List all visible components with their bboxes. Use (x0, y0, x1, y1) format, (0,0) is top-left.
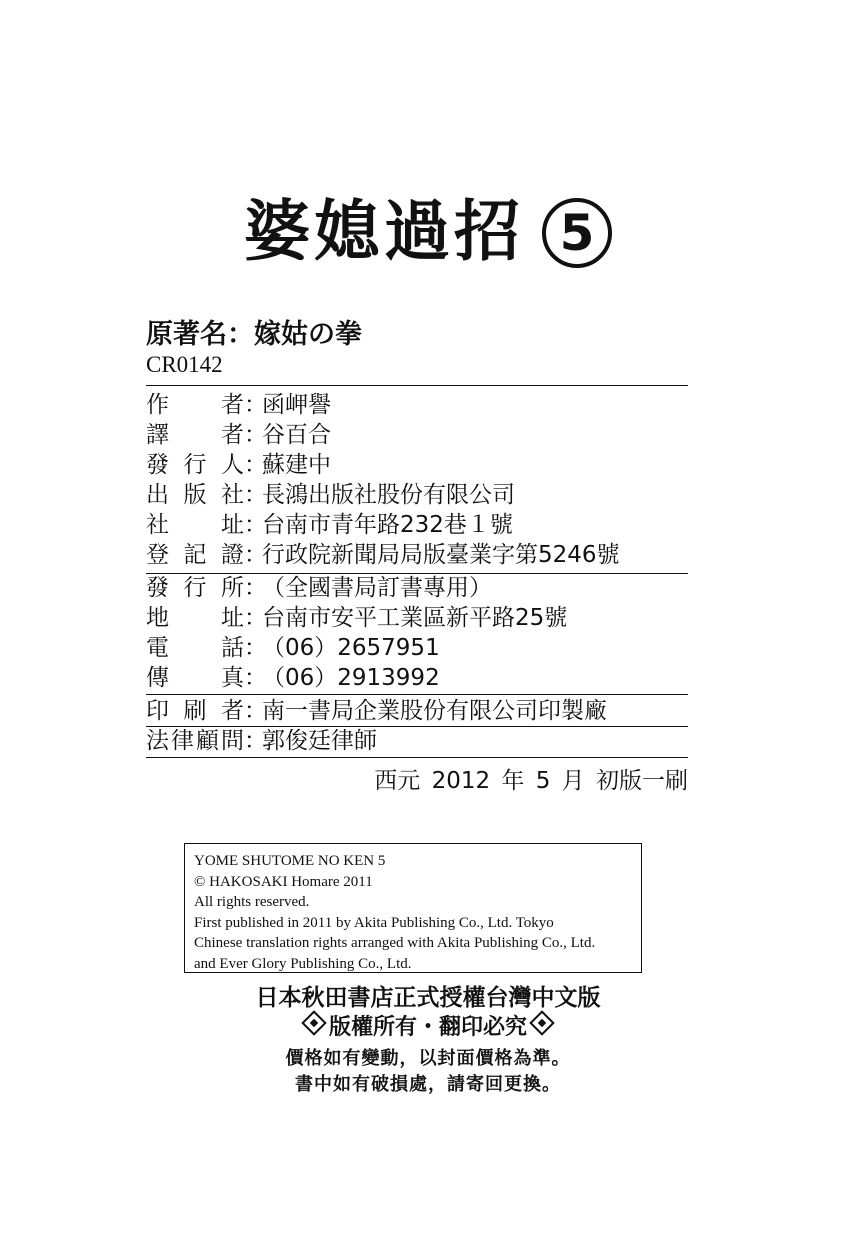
distribution-row (146, 663, 706, 693)
credit-value: 蘇建中 (262, 452, 331, 478)
credit-row (146, 450, 706, 480)
credit-row (146, 510, 706, 540)
distribution-colon: ： (244, 665, 267, 691)
catalog-code: CR0142 (146, 352, 223, 377)
credit-colon: ： (244, 422, 267, 448)
authorization-notice: 日本秋田書店正式授權台灣中文版 (255, 985, 601, 1011)
distribution-value: （全國書局訂書專用） (262, 575, 492, 601)
printer-label: 印刷者 (146, 698, 244, 724)
damage-note: 書中如有破損處，請寄回更換。 (295, 1074, 561, 1095)
credit-colon: ： (244, 482, 267, 508)
credit-row (146, 540, 706, 570)
credit-label: 出版社 (146, 482, 244, 508)
printer-value: 南一書局企業股份有限公司印製廠 (262, 698, 607, 724)
distribution-label: 傳真 (146, 665, 244, 691)
credit-label: 發行人 (146, 452, 244, 478)
copyright-line: Chinese translation rights arranged with Akita Publishing Co., Ltd. (194, 935, 596, 951)
credit-row (146, 480, 706, 510)
credit-label: 譯者 (146, 422, 244, 448)
distribution-colon: ： (244, 605, 267, 631)
legal-label: 法律顧問 (146, 728, 244, 754)
price-note: 價格如有變動，以封面價格為準。 (285, 1048, 571, 1069)
distribution-colon: ： (244, 635, 267, 661)
rights-notice-text: 版權所有・翻印必究 (328, 1015, 527, 1040)
divider (146, 694, 688, 695)
credit-row (146, 420, 706, 450)
credit-row (146, 390, 706, 420)
legal-value: 郭俊廷律師 (262, 728, 377, 754)
copyright-box (184, 843, 642, 973)
credit-value: 台南市青年路232巷１號 (262, 512, 513, 538)
copyright-line: YOME SHUTOME NO KEN 5 (194, 853, 386, 869)
rights-notice (0, 1013, 856, 1043)
book-title (0, 192, 856, 272)
distribution-row (146, 633, 706, 663)
edition-date: 西元 2012 年 5 月 初版一刷 (374, 768, 688, 794)
copyright-line: First published in 2011 by Akita Publishing Co., Ltd. Tokyo (194, 914, 554, 931)
distribution-label: 地址 (146, 605, 244, 631)
credit-value: 長鴻出版社股份有限公司 (262, 482, 515, 508)
copyright-line: and Ever Glory Publishing Co., Ltd. (194, 955, 412, 972)
original-title (146, 312, 362, 351)
original-title-label: 原著名： (146, 319, 254, 350)
legal-row (146, 726, 706, 756)
copyright-line: © HAKOSAKI Homare 2011 (194, 873, 373, 890)
legal-colon: ： (244, 728, 267, 754)
credit-label: 作者 (146, 392, 244, 418)
distribution-row (146, 573, 706, 603)
distribution-label: 發行所 (146, 575, 244, 601)
book-title-text: 婆媳過招 (244, 193, 524, 270)
credit-colon: ： (244, 452, 267, 478)
divider (146, 385, 688, 386)
copyright-line: All rights reserved. (194, 894, 310, 910)
credit-colon: ： (244, 392, 267, 418)
printer-row (146, 696, 706, 726)
credit-value: 谷百合 (262, 422, 331, 448)
diamond-icon (529, 1010, 554, 1035)
credit-colon: ： (244, 542, 267, 568)
distribution-colon: ： (244, 575, 267, 601)
distribution-value: 台南市安平工業區新平路25號 (262, 605, 568, 631)
printer-colon: ： (244, 698, 267, 724)
distribution-value: （06）2913992 (262, 665, 440, 691)
credit-value: 行政院新聞局局版臺業字第5246號 (262, 542, 620, 568)
credit-label: 社址 (146, 512, 244, 538)
volume-number-circle: 5 (542, 198, 612, 268)
original-title-value: 嫁姑の拳 (254, 319, 362, 350)
distribution-value: （06）2657951 (262, 635, 440, 661)
divider (146, 757, 688, 758)
distribution-label: 電話 (146, 635, 244, 661)
diamond-icon (301, 1010, 326, 1035)
distribution-row (146, 603, 706, 633)
credit-value: 函岬譽 (262, 392, 331, 418)
credit-colon: ： (244, 512, 267, 538)
credit-label: 登記證 (146, 542, 244, 568)
